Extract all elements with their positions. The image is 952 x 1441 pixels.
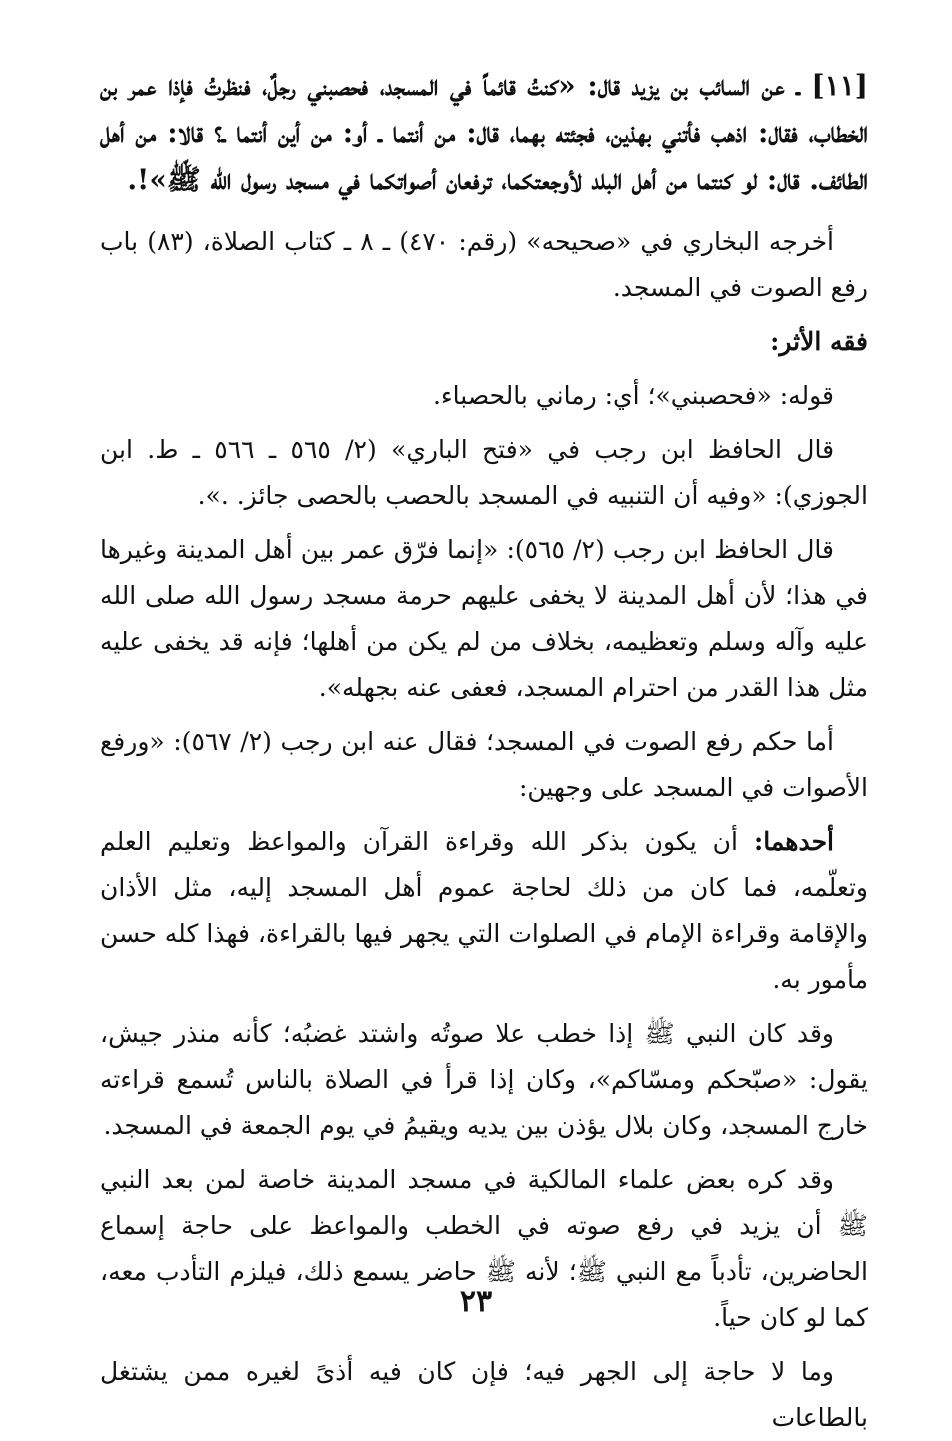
paragraph-5 bbox=[100, 819, 868, 1003]
paragraph-1: قوله: «فحصبني»؛ أي: رماني بالحصباء. bbox=[432, 381, 834, 410]
paragraph-5-rest: أن يكون بذكر الله وقراءة القرآن والمواعظ وتعليم العلم وتعلّمه، فما كان من ذلك لحاجة عموم أهل المسجد إليه، مثل الأذان والإقامة وقراءة الإمام في الصلوات التي يجهر فيها بالقراءة، فهذا كله حسن مأمور به. bbox=[100, 827, 868, 994]
hadith-text: [١١] ـ عن السائب بن يزيد قال: «كنتُ قائماً في المسجد، فحصبني رجلٌ، فنظرتُ فإذا عمر بن الخطاب، فقال: اذهب فأتني بهذين، فجئته بهما، قال: من أنتما ـ أو: من أين أنتما ـ؟ قالا: من أهل الطائف. قال: لو كنتما من أهل البلد لأوجعتكما، ترفعان أصواتكما في مسجد رسول الله ﷺ»!. bbox=[100, 69, 868, 196]
section-heading: فقه الأثر: bbox=[770, 327, 868, 356]
paragraph-3: قال الحافظ ابن رجب (٢/ ٥٦٥): «إنما فرّق عمر بين أهل المدينة وغيرها في هذا؛ لأن أهل المدينة لا يخفى عليهم حرمة مسجد رسول الله صلى الله عليه وآله وسلم وتعظيمه، بخلاف من لم يكن من أهلها؛ فإنه قد يخفى عليه مثل هذا القدر من احترام المسجد، فعفى عنه بجهله». bbox=[100, 535, 868, 702]
paragraph-2: قال الحافظ ابن رجب في «فتح الباري» (٢/ ٥٦٥ ـ ٥٦٦ ـ ط. ابن الجوزي): «وفيه أن التنبيه في المسجد بالحصب بالحصى جائز. .». bbox=[100, 435, 868, 510]
paragraph-5-lead: أحدهما: bbox=[753, 827, 834, 856]
page-number: ٢٣ bbox=[459, 1284, 493, 1319]
paragraph-7: وقد كره بعض علماء المالكية في مسجد المدينة خاصة لمن بعد النبي ﷺ أن يزيد في رفع صوته في الخطب والمواعظ على حاجة إسماع الحاضرين، تأدباً مع النبي ﷺ؛ لأنه ﷺ حاضر يسمع ذلك، فيلزم التأدب معه، كما لو كان حياً. bbox=[100, 1165, 868, 1332]
paragraph-6: وقد كان النبي ﷺ إذا خطب علا صوتُه واشتد غضبُه؛ كأنه منذر جيش، يقول: «صبّحكم ومسّاكم»، وكان إذا قرأ في الصلاة بالناس تُسمع قراءته خارج المسجد، وكان بلال يؤذن بين يديه ويقيمُ في يوم الجمعة في المسجد. bbox=[100, 1019, 868, 1140]
takhrij-note: أخرجه البخاري في «صحيحه» (رقم: ٤٧٠) ـ ٨ ـ كتاب الصلاة، (٨٣) باب رفع الصوت في المسجد. bbox=[100, 227, 868, 302]
paragraph-4: أما حكم رفع الصوت في المسجد؛ فقال عنه ابن رجب (٢/ ٥٦٧): «ورفع الأصوات في المسجد على وجهين: bbox=[100, 727, 868, 802]
paragraph-8: وما لا حاجة إلى الجهر فيه؛ فإن كان فيه أذىً لغيره ممن يشتغل بالطاعات bbox=[100, 1357, 868, 1432]
